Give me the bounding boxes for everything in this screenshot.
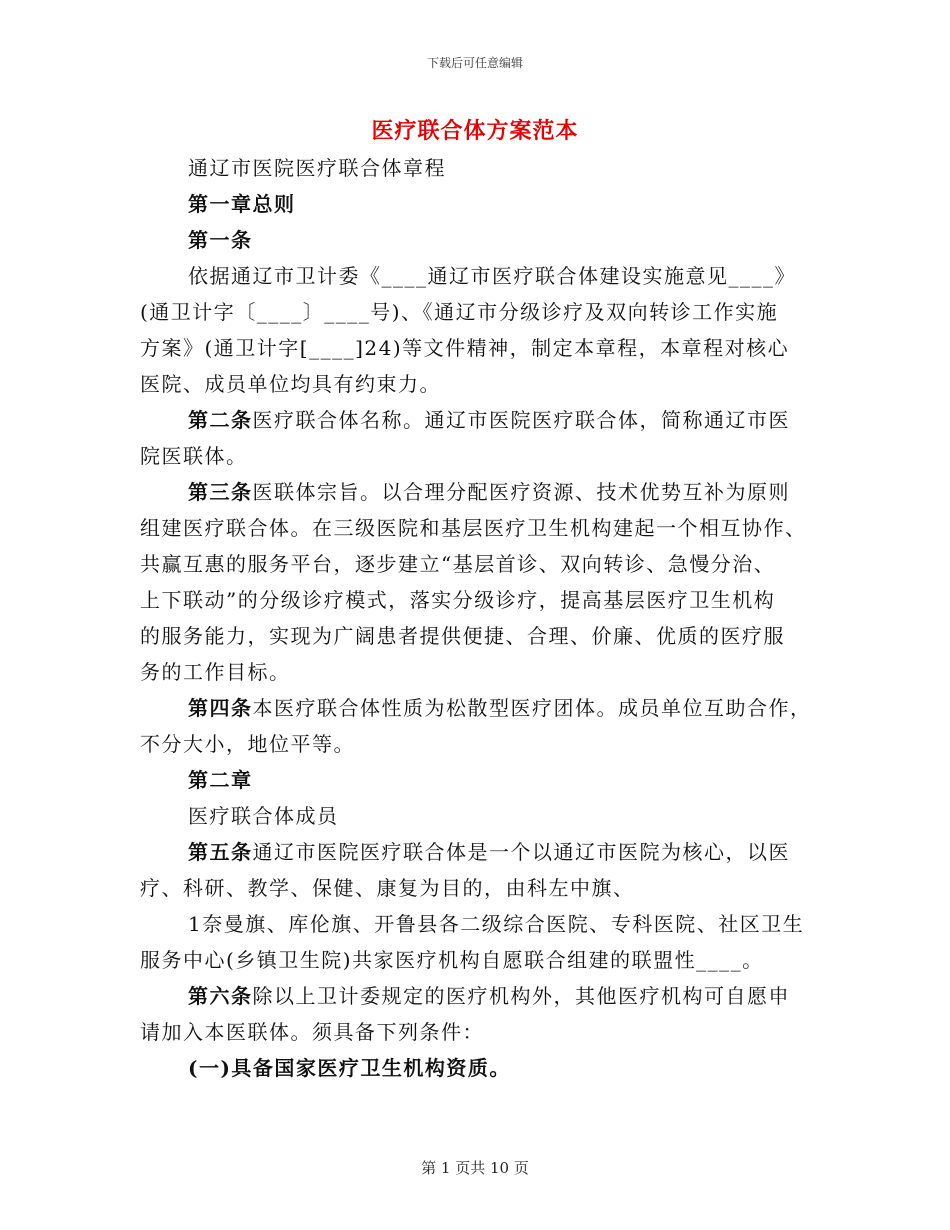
article-1-line: 依据通辽市卫计委《____通辽市医疗联合体建设实施意见____》 xyxy=(188,264,796,288)
article-5-line: 第五条通辽市医院医疗联合体是一个以通辽市医院为核心，以医 xyxy=(188,840,790,864)
article-3-line: 第三条医联体宗旨。以合理分配医疗资源、技术优势互补为原则 xyxy=(188,480,790,504)
article-5-label: 第五条 xyxy=(188,840,253,864)
article-2-label: 第二条 xyxy=(188,408,253,432)
page-header: 下载后可任意编辑 xyxy=(426,56,523,70)
article-3-label: 第三条 xyxy=(188,480,253,504)
article-2-line: 第二条医疗联合体名称。通辽市医院医疗联合体，简称通辽市医 xyxy=(188,408,790,432)
chapter-1-heading: 第一章总则 xyxy=(188,192,296,216)
article-3-line: 务的工作目标。 xyxy=(140,660,291,684)
article-3-line: 组建医疗联合体。在三级医院和基层医疗卫生机构建起一个相互协作、 xyxy=(140,516,807,540)
article-1-line: 医院、成员单位均具有约束力。 xyxy=(140,372,441,396)
article-3-line: 上下联动”的分级诊疗模式，落实分级诊疗，提高基层医疗卫生机构 xyxy=(140,588,776,612)
article-5-line: 服务中心(乡镇卫生院)共家医疗机构自愿联合组建的联盟性____。 xyxy=(140,948,764,972)
chapter-2-heading: 第二章 xyxy=(188,768,253,792)
document-subtitle: 通辽市医院医疗联合体章程 xyxy=(188,156,446,180)
article-1-line: (通卫计字〔____〕____号)、《通辽市分级诊疗及双向转诊工作实施 xyxy=(140,300,779,324)
page-footer: 第 1 页共 10 页 xyxy=(421,1159,529,1177)
article-4-line: 不分大小，地位平等。 xyxy=(140,732,355,756)
article-6-line: 第六条除以上卫计委规定的医疗机构外，其他医疗机构可自愿申 xyxy=(188,984,790,1008)
document-body xyxy=(140,150,820,1086)
article-3-line: 共赢互惠的服务平台，逐步建立“基层首诊、双向转诊、急慢分治、 xyxy=(140,552,776,576)
article-6-label: 第六条 xyxy=(188,984,253,1008)
article-5-line: 疗、科研、教学、保健、康复为目的，由科左中旗、 xyxy=(140,876,635,900)
article-6-line: 请加入本医联体。须具备下列条件： xyxy=(140,1020,484,1044)
article-3-line: 的服务能力，实现为广阔患者提供便捷、合理、价廉、优质的医疗服 xyxy=(140,624,785,648)
chapter-2-title: 医疗联合体成员 xyxy=(188,804,339,828)
article-4-line: 第四条本医疗联合体性质为松散型医疗团体。成员单位互助合作， xyxy=(188,696,812,720)
article-4-label: 第四条 xyxy=(188,696,253,720)
article-1-heading: 第一条 xyxy=(188,228,253,252)
document-title: 医疗联合体方案范本 xyxy=(371,118,579,144)
article-5-line: 1奈曼旗、库伦旗、开鲁县各二级综合医院、专科医院、社区卫生 xyxy=(188,912,805,936)
condition-1: (一)具备国家医疗卫生机构资质。 xyxy=(188,1056,511,1080)
article-1-line: 方案》(通卫计字[____]24)等文件精神，制定本章程，本章程对核心 xyxy=(140,336,790,360)
article-2-line: 院医联体。 xyxy=(140,444,248,468)
